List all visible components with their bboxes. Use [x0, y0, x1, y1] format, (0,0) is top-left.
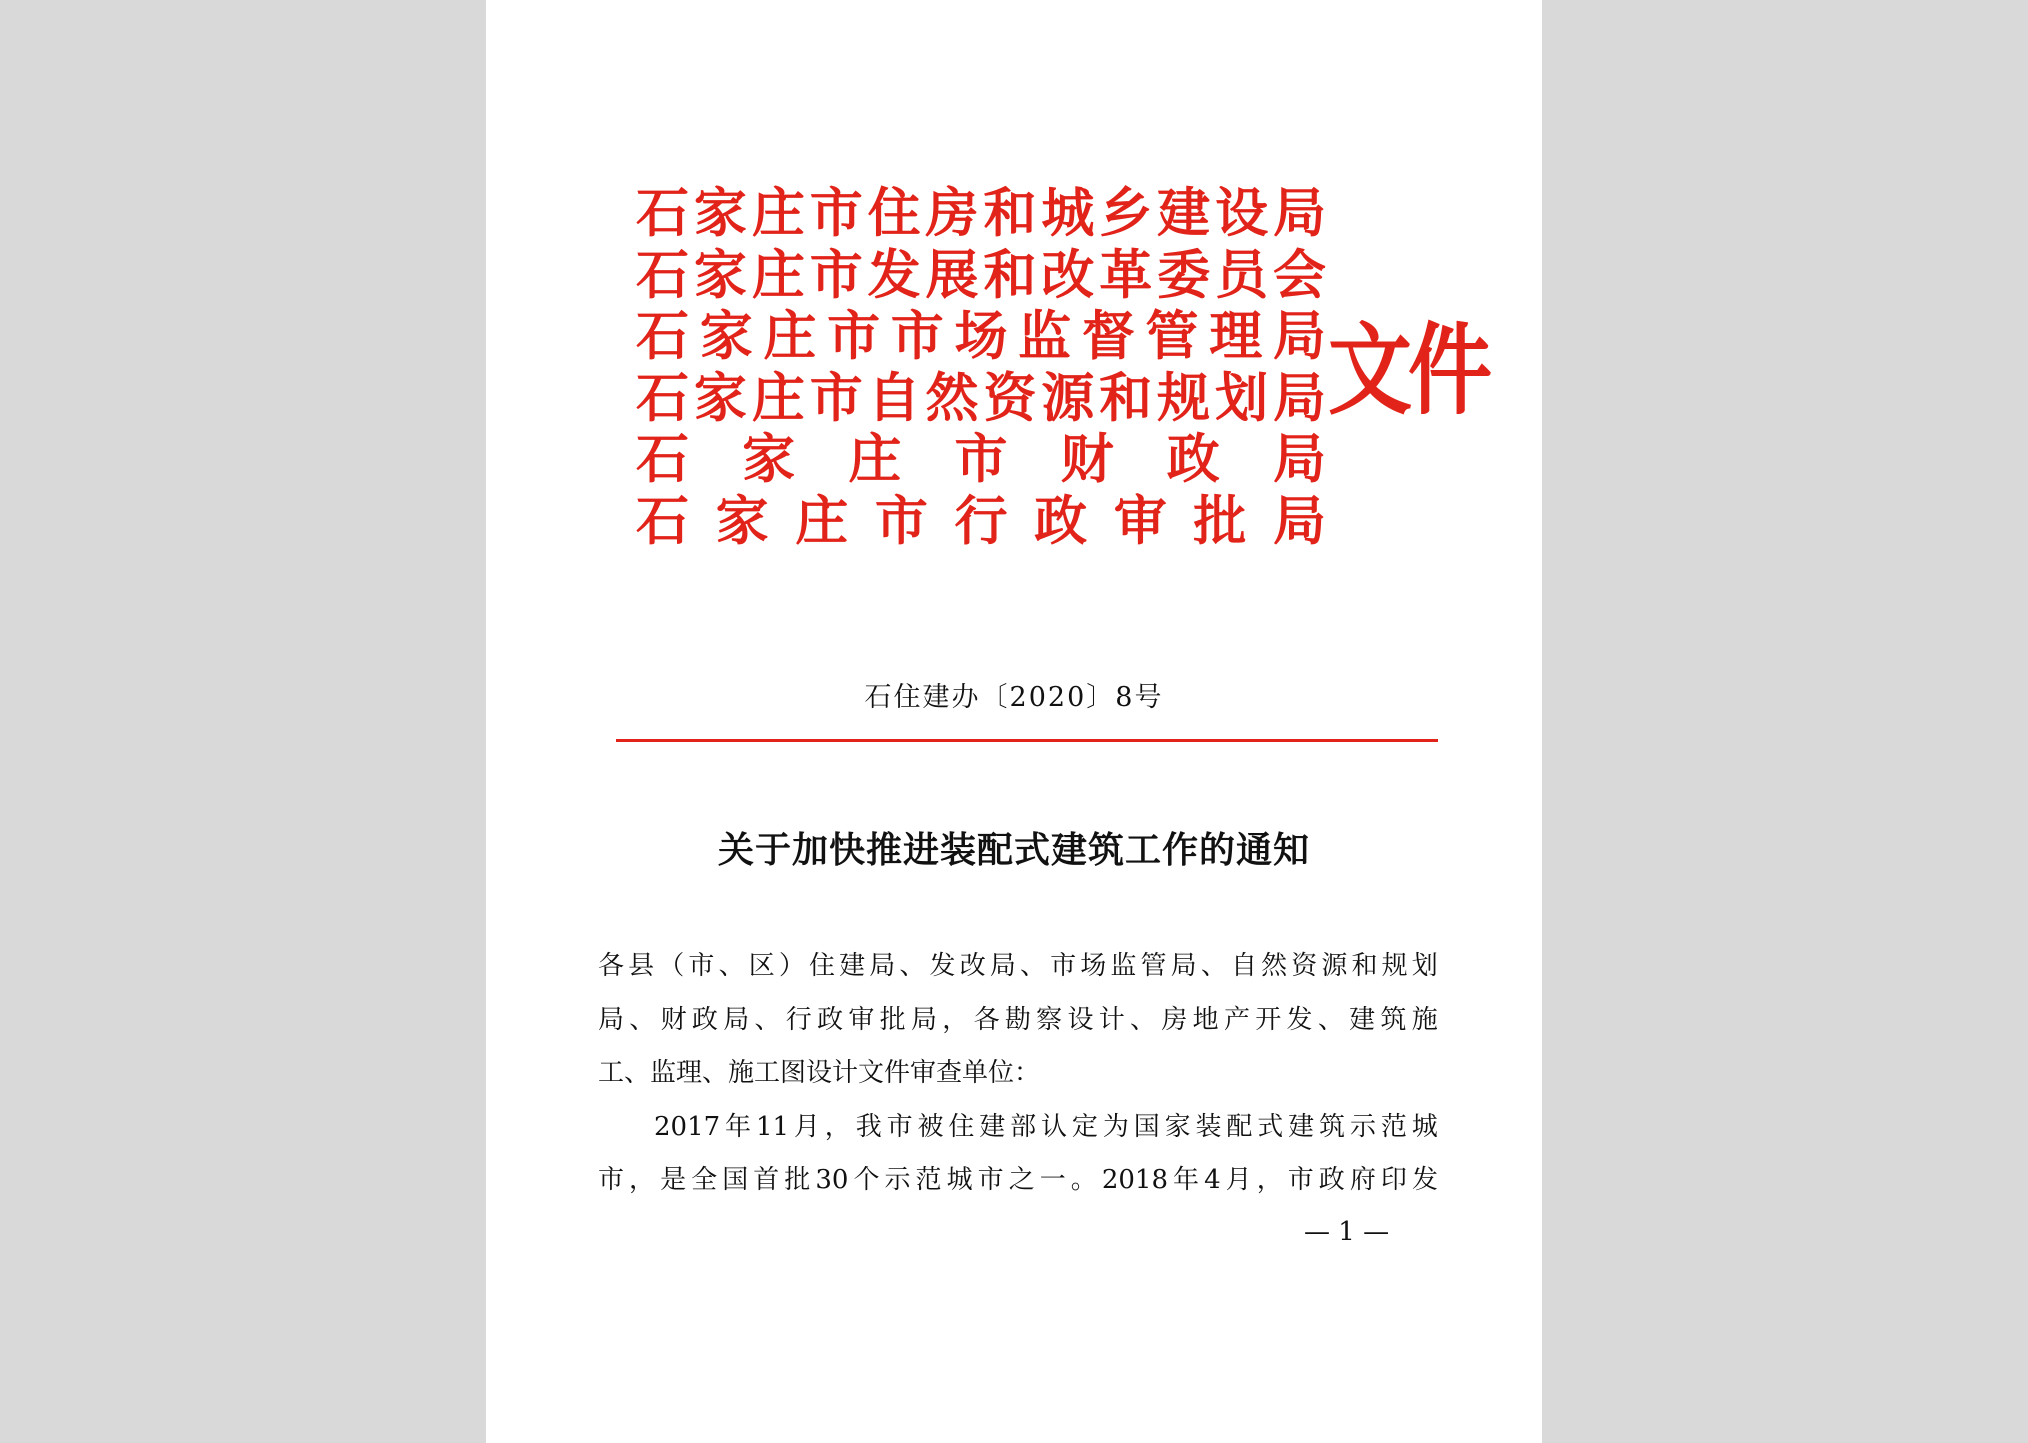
page-number: — 1 —: [1304, 1217, 1390, 1247]
issuer-line: 石 家 庄 市 发 展 和 改 革 委 员 会: [636, 243, 1326, 306]
document-page: [486, 0, 1542, 1443]
issuer-line: 石 家 庄 市 住 房 和 城 乡 建 设 局: [636, 182, 1326, 244]
red-divider: [616, 739, 1438, 742]
recipients-line: 工、监理、施工图设计文件审查单位：: [598, 1058, 1041, 1088]
document-title: 关于加快推进装配式建筑工作的通知: [717, 829, 1310, 871]
issuer-line: 石 家 庄 市 行 政 审 批 局: [636, 489, 1326, 552]
issuer-header: [636, 183, 1326, 552]
body-line: 市 ， 是 全 国 首 批 30 个 示 范 城 市 之 一 。 2018 年 4 月 ， 市 政 府 印 发: [598, 1165, 1438, 1195]
document-body: [598, 940, 1438, 1208]
body-line: 2017 年 11 月 ， 我 市 被 住 建 部 认 定 为 国 家 装 配 式 建 筑 示 范 城: [654, 1111, 1438, 1142]
issuer-line: 石 家 庄 市 自 然 资 源 和 规 划 局: [636, 366, 1326, 429]
document-number: 石住建办〔2020〕8号: [864, 682, 1164, 713]
issuer-line: 石 家 庄 市 市 场 监 督 管 理 局: [636, 305, 1326, 367]
document-mark: 文件: [1328, 311, 1489, 429]
issuer-line: 石 家 庄 市 财 政 局: [636, 428, 1326, 490]
recipients-line: 各 县 （ 市 、 区 ） 住 建 局 、 发 改 局 、 市 场 监 管 局 、 自 然 资 源 和 规 划: [598, 951, 1438, 981]
recipients-line: 局 、 财 政 局 、 行 政 审 批 局 ， 各 勘 察 设 计 、 房 地 产 开 发 、 建 筑 施: [598, 1004, 1438, 1035]
